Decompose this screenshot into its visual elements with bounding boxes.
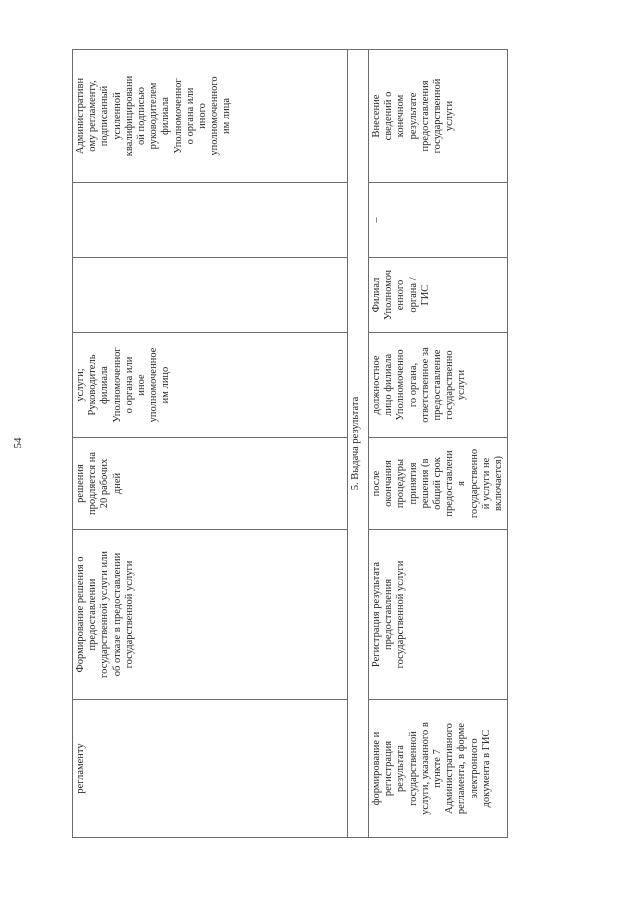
table-cell <box>73 530 348 700</box>
table-row <box>73 50 348 838</box>
page-number: 54 <box>12 437 24 449</box>
regulation-table <box>72 49 508 838</box>
cell-text: Регистрация результата предоставления государственной услуги <box>371 560 407 669</box>
cell-text: Административн ому регламенту, подписанный усиленной квалифицировани ой подписью руководителем филиала Уполномоченног о органа или иного уполномоченного им лица <box>75 75 233 157</box>
table-cell <box>73 438 348 530</box>
table-cell <box>73 50 348 183</box>
table-cell <box>369 50 508 183</box>
cell-text: услуги; Руководитель филиала Уполномоченног о органа или иное уполномоченное им лицо <box>75 347 172 423</box>
cell-text: – <box>371 217 382 223</box>
table-cell <box>369 700 508 838</box>
table-cell <box>73 700 348 838</box>
table-cell <box>73 258 348 333</box>
cell-text: после окончания процедуры принятия решения (в общий срок предоставлени я государственно й услуги не включается) <box>371 448 505 519</box>
table-cell <box>369 438 508 530</box>
table-row <box>369 50 508 838</box>
section-row <box>348 50 369 838</box>
table-cell <box>369 183 508 258</box>
cell-text: решения продляется на 20 рабочих дней <box>75 452 123 515</box>
cell-text: Филиал Уполномоч енного органа / ГИС <box>371 269 431 321</box>
section-title: 5. Выдача результата <box>348 50 369 838</box>
cell-text: формирование и регистрация результата государственной услуги, указанного в пункте 7 Административного регламента, в форме электронного документа в ГИС <box>371 722 492 815</box>
table-cell <box>369 258 508 333</box>
cell-text: регламенту <box>75 743 86 794</box>
table-cell <box>369 530 508 700</box>
cell-text: должностное лицо филиала Уполномоченно го органа, ответственное за предоставление государственно услуги <box>371 347 468 423</box>
rotated-table-container <box>72 50 505 838</box>
table-cell <box>369 333 508 438</box>
table-cell <box>73 183 348 258</box>
table-cell <box>73 333 348 438</box>
cell-text: Формирование решения о предоставлении государственной услуги или об отказе в предоставлении государственной услуги <box>75 551 135 678</box>
cell-text: Внесение сведений о конечном результате предоставления государственной услуги <box>371 78 456 154</box>
